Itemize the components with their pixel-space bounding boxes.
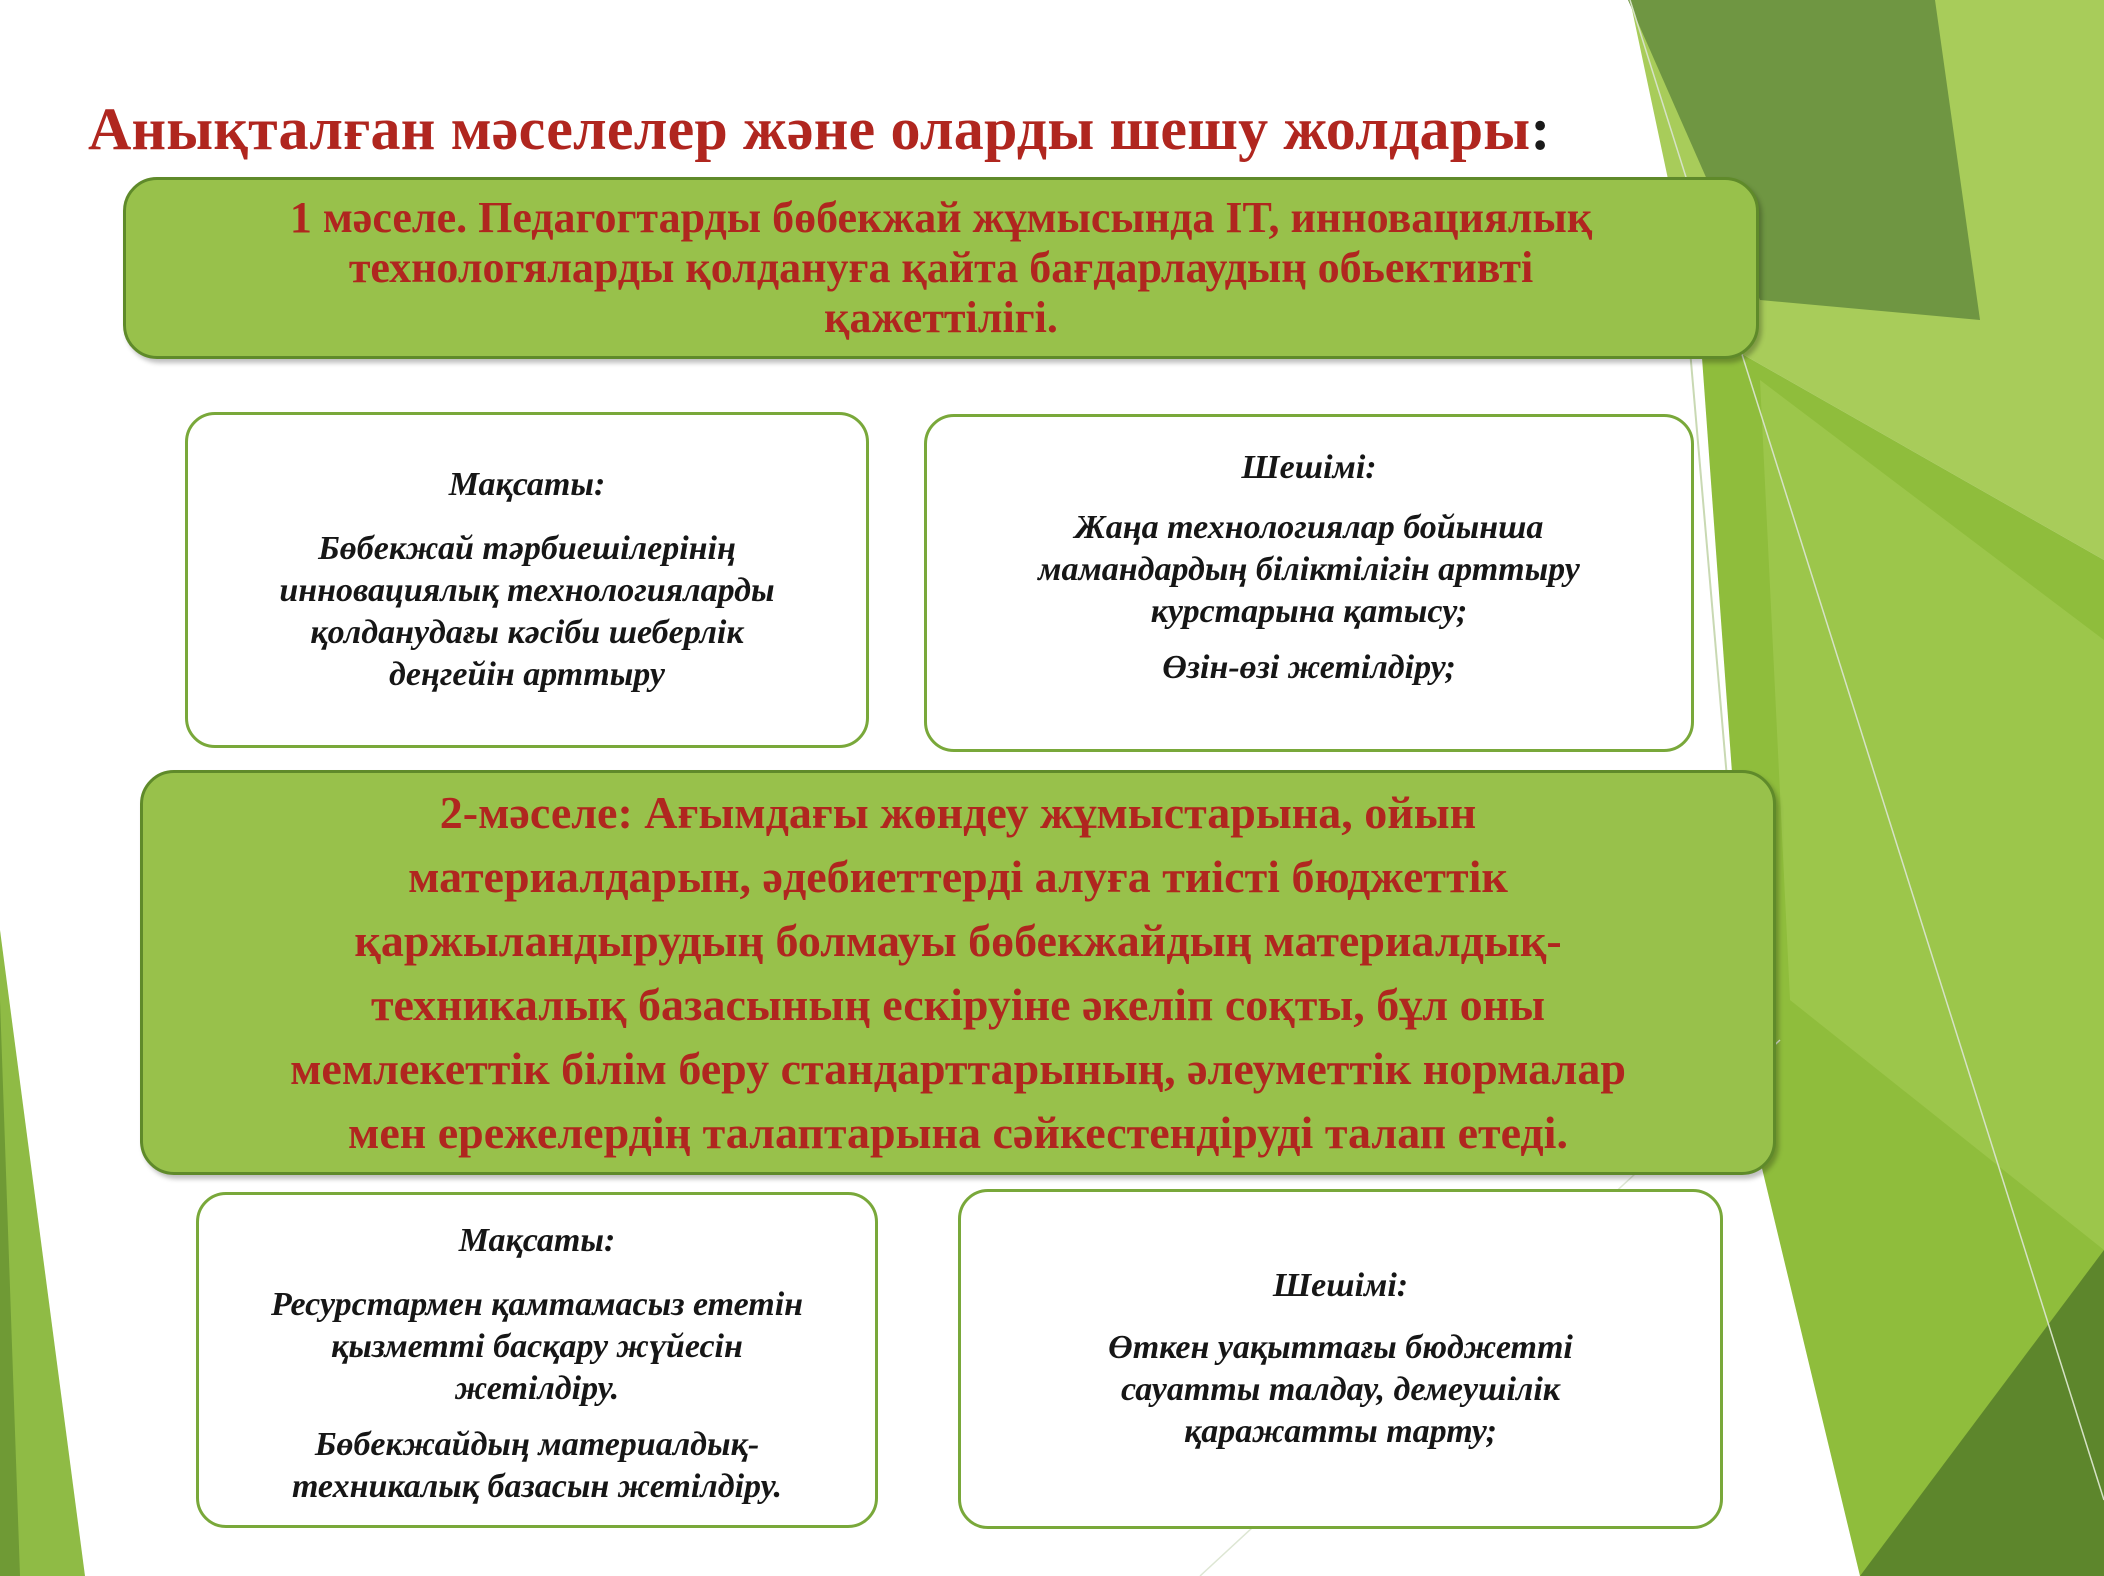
slide-title-text: Анықталған мәселелер және оларды шешу жолдары xyxy=(88,96,1531,162)
goal-1-card xyxy=(185,412,869,748)
problem-2-text xyxy=(290,781,1626,1165)
problem-2-line: мемлекеттік білім беру стандарттарының, әлеуметтік нормалар xyxy=(290,1042,1626,1094)
goal-1-heading: Мақсаты: xyxy=(448,466,606,503)
problem-2-line: техникалық базасының ескіруіне әкеліп соқты, бұл оны xyxy=(370,978,1546,1030)
solution-2-line: Өткен уақыттағы бюджетті xyxy=(1108,1329,1573,1366)
problem-1-text xyxy=(290,193,1592,343)
solution-2-line: сауатты талдау, демеушілік xyxy=(1120,1371,1561,1408)
solution-2-card xyxy=(958,1189,1723,1529)
goal-1-text xyxy=(210,528,844,696)
problem-2-line: мен ережелердің талаптарына сәйкестендіруді талап етеді. xyxy=(348,1106,1568,1158)
goal-2-card xyxy=(196,1192,878,1528)
solution-2-heading: Шешімі: xyxy=(1272,1267,1409,1304)
solution-1-line: курстарына қатысу; xyxy=(1150,593,1468,630)
solution-2-line: қаражатты тарту; xyxy=(1184,1413,1497,1450)
problem-2-line: қаржыландырудың болмауы бөбекжайдың материалдық- xyxy=(354,914,1562,966)
solution-1-line: Жаңа технологиялар бойынша xyxy=(1074,509,1544,546)
goal-2-line: Ресурстармен қамтамасыз ететін xyxy=(270,1286,804,1323)
solution-1-heading: Шешімі: xyxy=(1241,449,1377,486)
goal-2-heading: Мақсаты: xyxy=(458,1222,616,1259)
problem-1-line: қажеттілігі. xyxy=(824,293,1058,342)
problem-2-line: материалдарын, әдебиеттерді алуға тиісті бюджеттік xyxy=(408,850,1508,902)
goal-1-line: деңгейін арттыру xyxy=(389,656,665,693)
goal-2-extra xyxy=(221,1424,853,1508)
goal-2-text xyxy=(221,1284,853,1410)
solution-1-card xyxy=(924,414,1694,752)
solution-2-text xyxy=(983,1327,1698,1453)
problem-1-box xyxy=(123,177,1759,359)
problem-2-box xyxy=(140,770,1776,1175)
solution-1-extra: Өзін-өзі жетілдіру; xyxy=(1162,649,1456,686)
goal-2-extra-line: Бөбекжайдың материалдық- xyxy=(314,1426,760,1463)
problem-1-line: технологяларды қолдануға қайта бағдарлаудың обьективті xyxy=(348,243,1534,292)
goal-2-line: қызметті басқару жүйесін xyxy=(331,1328,743,1365)
slide-title xyxy=(88,95,2048,164)
goal-2-line: жетілдіру. xyxy=(454,1370,620,1407)
goal-1-line: инновациялық технологияларды xyxy=(279,572,775,609)
solution-1-text xyxy=(949,507,1669,633)
problem-2-line: 2-мәселе: Ағымдағы жөндеу жұмыстарына, ойын xyxy=(439,786,1477,838)
goal-1-line: Бөбекжай тәрбиешілерінің xyxy=(318,530,736,567)
slide-title-colon: : xyxy=(1530,96,1551,162)
goal-2-extra-line: техникалық базасын жетілдіру. xyxy=(291,1468,783,1505)
solution-1-line: мамандардың біліктілігін арттыру xyxy=(1038,551,1580,588)
problem-1-line: 1 мәселе. Педагогтарды бөбекжай жұмысында IT, инновациялық xyxy=(289,193,1593,242)
goal-1-line: қолданудағы кәсіби шеберлік xyxy=(310,614,744,651)
